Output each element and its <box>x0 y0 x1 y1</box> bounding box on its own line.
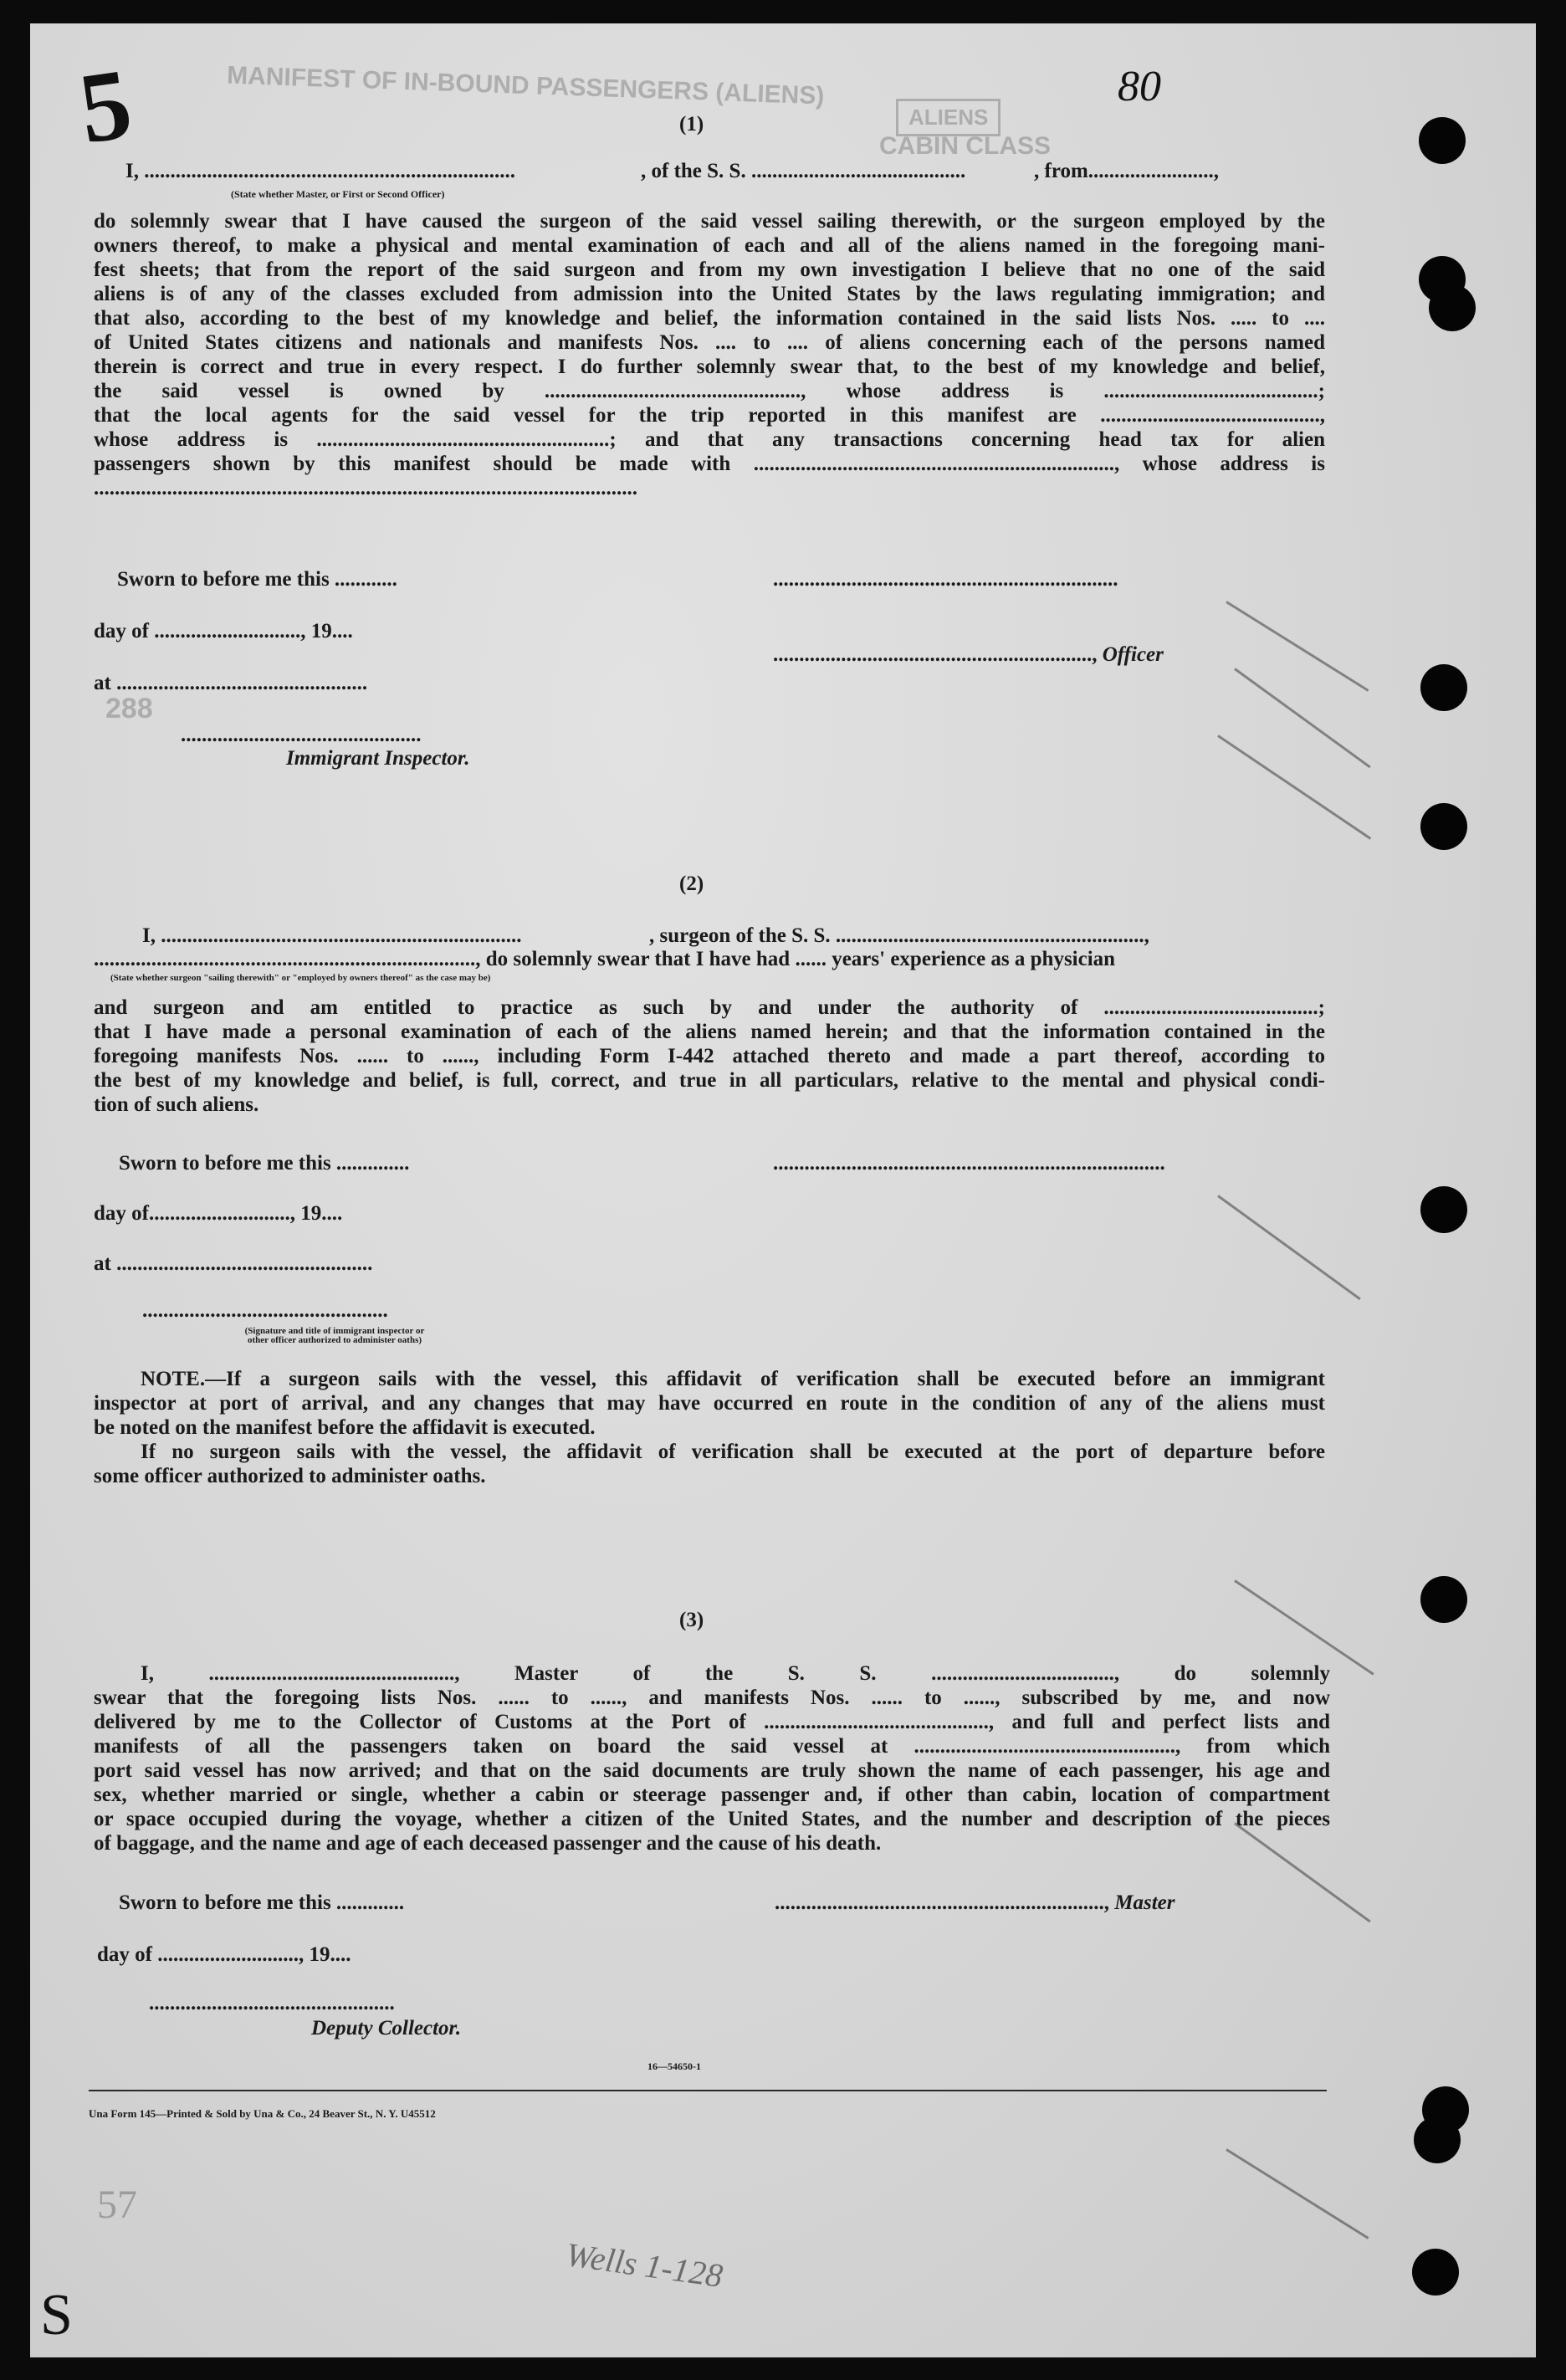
handwritten-scribble: Wells 1-128 <box>563 2235 725 2295</box>
form-code: 16—54650-1 <box>647 2060 701 2072</box>
s1-immigrant-inspector-label: Immigrant Inspector. <box>286 747 470 770</box>
s2-day-of-line: day of..........................., 19.... <box>94 1202 343 1225</box>
s2-note2-line: If no surgeon sails with the vessel, the affidavit of verification shall be executed at the port of departure before <box>141 1441 1325 1463</box>
s2-body-line: and surgeon and am entitled to practice as such by and under the authority of .........................................; <box>94 996 1325 1019</box>
s1-officer-dots: ............................................................., <box>773 643 1103 666</box>
handwritten-corner-number: 5 <box>72 47 138 165</box>
s2-body-line: tion of such aliens. <box>94 1093 259 1116</box>
s1-oath-line-mid: , of the S. S. ......................................... <box>641 160 966 182</box>
s3-sworn-line: Sworn to before me this ............. <box>119 1891 405 1914</box>
handwritten-page-number: 80 <box>1118 63 1161 110</box>
s2-note-line: be noted on the manifest before the affidavit is executed. <box>94 1416 596 1439</box>
s3-body-line: of baggage, and the name and age of each deceased passenger and the cause of his death. <box>94 1832 882 1855</box>
binder-hole <box>1412 2249 1459 2296</box>
faded-bottom-mark: 57 <box>97 2183 137 2227</box>
faded-stamp-manifest: MANIFEST OF IN-BOUND PASSENGERS (ALIENS) <box>226 61 825 110</box>
s3-body-line: sex, whether married or single, whether a cabin or steerage passenger and, if other than cabin, location of compartment <box>94 1784 1330 1806</box>
s1-body-line: that the local agents for the said vessel for the trip reported in this manifest are .........................................., <box>94 404 1325 427</box>
s1-body-line: therein is correct and true in every respect. I do further solemnly swear that, to the best of my knowledge and belief, <box>94 356 1325 378</box>
s1-oath-body <box>94 209 1325 500</box>
s3-body-line: I, ..............................................., Master of the S. S. ..................................., do solemnly <box>141 1662 1330 1685</box>
s1-body-line: of United States citizens and nationals and manifests Nos. .... to .... of aliens concerning each of the persons named <box>94 331 1325 354</box>
section-2-number: (2) <box>679 873 704 895</box>
s3-day-of-line: day of ..........................., 19.... <box>97 1943 351 1966</box>
s2-signature-note-line: (Signature and title of immigrant inspector or <box>244 1326 425 1336</box>
s1-body-line: aliens is of any of the classes excluded from admission into the United States by the laws regulating immigration; and <box>94 283 1325 305</box>
s3-body-line: manifests of all the passengers taken on board the said vessel at .................................................., from which <box>94 1735 1330 1758</box>
s1-body-line: passengers shown by this manifest should be made with ....................................................................., whose address is <box>94 453 1325 475</box>
note-label: NOTE. <box>141 1368 206 1390</box>
s2-note-line: inspector at port of arrival, and any changes that may have occurred en route in the condition of any of the aliens must <box>94 1392 1325 1415</box>
pencil-stroke <box>1217 1195 1361 1300</box>
s3-master-line <box>775 1892 1174 1913</box>
s1-officer-note: (State whether Master, or First or Second Officer) <box>231 188 445 200</box>
binder-hole <box>1419 117 1466 164</box>
binder-hole <box>1420 1576 1467 1623</box>
corner-bottom-mark: S <box>40 2283 73 2347</box>
s2-note-line <box>94 1367 1325 1391</box>
s2-body-line: the best of my knowledge and belief, is full, correct, and true in all particulars, relative to the mental and physical condi- <box>94 1069 1325 1092</box>
binder-hole <box>1429 284 1476 331</box>
pencil-stroke <box>1234 668 1371 768</box>
s1-officer-label: Officer <box>1102 643 1164 666</box>
s1-body-line: owners thereof, to make a physical and mental examination of each and all of the aliens named in the foregoing mani- <box>94 234 1325 257</box>
s1-sworn-line: Sworn to before me this ............ <box>117 568 397 591</box>
s2-oath-line-mid: , surgeon of the S. S. ..........................................................., <box>649 924 1149 947</box>
faded-stamp-cabin-class: CABIN CLASS <box>879 132 1052 160</box>
s1-body-line: fest sheets; that from the report of the said surgeon and from my own investigation I believe that no one of the said <box>94 258 1325 281</box>
s1-body-line: ........................................................................................................ <box>94 477 637 499</box>
s2-note2-line: some officer authorized to administer oaths. <box>94 1465 486 1487</box>
s2-sworn-line: Sworn to before me this .............. <box>119 1152 410 1175</box>
s2-body-line: foregoing manifests Nos. ...... to ......, including Form I-442 attached thereto and made a part thereof, according to <box>94 1045 1325 1067</box>
s3-master-label: Master <box>1114 1891 1175 1914</box>
s1-right-signature-dots: .................................................................. <box>773 568 1118 591</box>
s1-body-line: do solemnly swear that I have caused the surgeon of the said vessel sailing therewith, or the surgeon employed by the <box>94 210 1325 233</box>
s2-note-block <box>94 1367 1325 1488</box>
section-1-number: (1) <box>679 113 704 136</box>
s2-oath-body <box>94 996 1325 1117</box>
s2-oath-line-left: I, ..................................................................... <box>142 924 522 947</box>
s3-body-line: swear that the foregoing lists Nos. ...... to ......, and manifests Nos. ...... to ......, subscribed by me, and now <box>94 1686 1330 1709</box>
s3-body-line: port said vessel has now arrived; and that on the said documents are truly shown the name of each passenger, his age and <box>94 1759 1330 1782</box>
s1-officer-line <box>773 644 1164 665</box>
s2-at-line: at ................................................. <box>94 1252 373 1275</box>
printer-imprint: Una Form 145—Printed & Sold by Una & Co., 24 Beaver St., N. Y. U45512 <box>89 2107 436 2120</box>
binder-hole <box>1420 803 1467 850</box>
s3-master-dots: ..............................................................., <box>775 1891 1115 1914</box>
binder-hole <box>1414 2116 1461 2163</box>
s2-surgeon-note: (State whether surgeon "sailing therewith" or "employed by owners thereof" as the case may be) <box>110 973 491 983</box>
s1-body-line: that also, according to the best of my knowledge and belief, the information contained in the said lists Nos. ..... to .... <box>94 307 1325 330</box>
s3-signature-dots: ............................................... <box>149 1992 395 2014</box>
faded-stamp-aliens: ALIENS <box>896 99 1000 136</box>
s2-body-line: that I have made a personal examination of each of the aliens named herein; and that the information contained in the <box>94 1021 1325 1043</box>
s2-oath-line-2: ........................................................................., do solemnly swear that I have had ...... years' experience as a physician <box>94 948 1116 970</box>
s3-deputy-collector-label: Deputy Collector. <box>311 2017 462 2040</box>
s2-signature-note <box>167 1327 502 1345</box>
s1-body-line: the said vessel is owned by ................................................., whose address is .........................................; <box>94 380 1325 402</box>
section-3-number: (3) <box>679 1609 704 1631</box>
s3-body-line: or space occupied during the voyage, whether a citizen of the United States, and the number and description of the pieces <box>94 1808 1330 1830</box>
s2-signature-dots: ............................................... <box>142 1299 388 1322</box>
s1-inspector-signature-dots: .............................................. <box>181 724 422 746</box>
s2-note-text: —If a surgeon sails with the vessel, this affidavit of verification shall be executed before an immigrant <box>205 1368 1325 1390</box>
s1-body-line: whose address is ........................................................; and that any transactions concerning head tax for alien <box>94 428 1325 451</box>
s2-signature-note-line: other officer authorized to administer oaths) <box>247 1335 422 1345</box>
s1-at-line: at ................................................ <box>94 672 368 694</box>
footer-divider <box>89 2090 1327 2091</box>
binder-hole <box>1420 664 1467 711</box>
binder-hole <box>1420 1186 1467 1233</box>
faded-stamp-number: 288 <box>105 693 153 724</box>
s1-day-of-line: day of ............................, 19.... <box>94 620 353 642</box>
s2-right-signature-dots: ........................................................................... <box>773 1152 1165 1175</box>
s3-body-line: delivered by me to the Collector of Customs at the Port of ..........................................., and full and perfect lists and <box>94 1711 1330 1733</box>
s1-oath-line-left: I, ....................................................................... <box>125 160 515 182</box>
s3-oath-body <box>94 1661 1330 1855</box>
pencil-stroke <box>1226 2148 1369 2239</box>
document-page <box>30 23 1536 2357</box>
s1-oath-line-right: , from........................, <box>1034 160 1220 182</box>
